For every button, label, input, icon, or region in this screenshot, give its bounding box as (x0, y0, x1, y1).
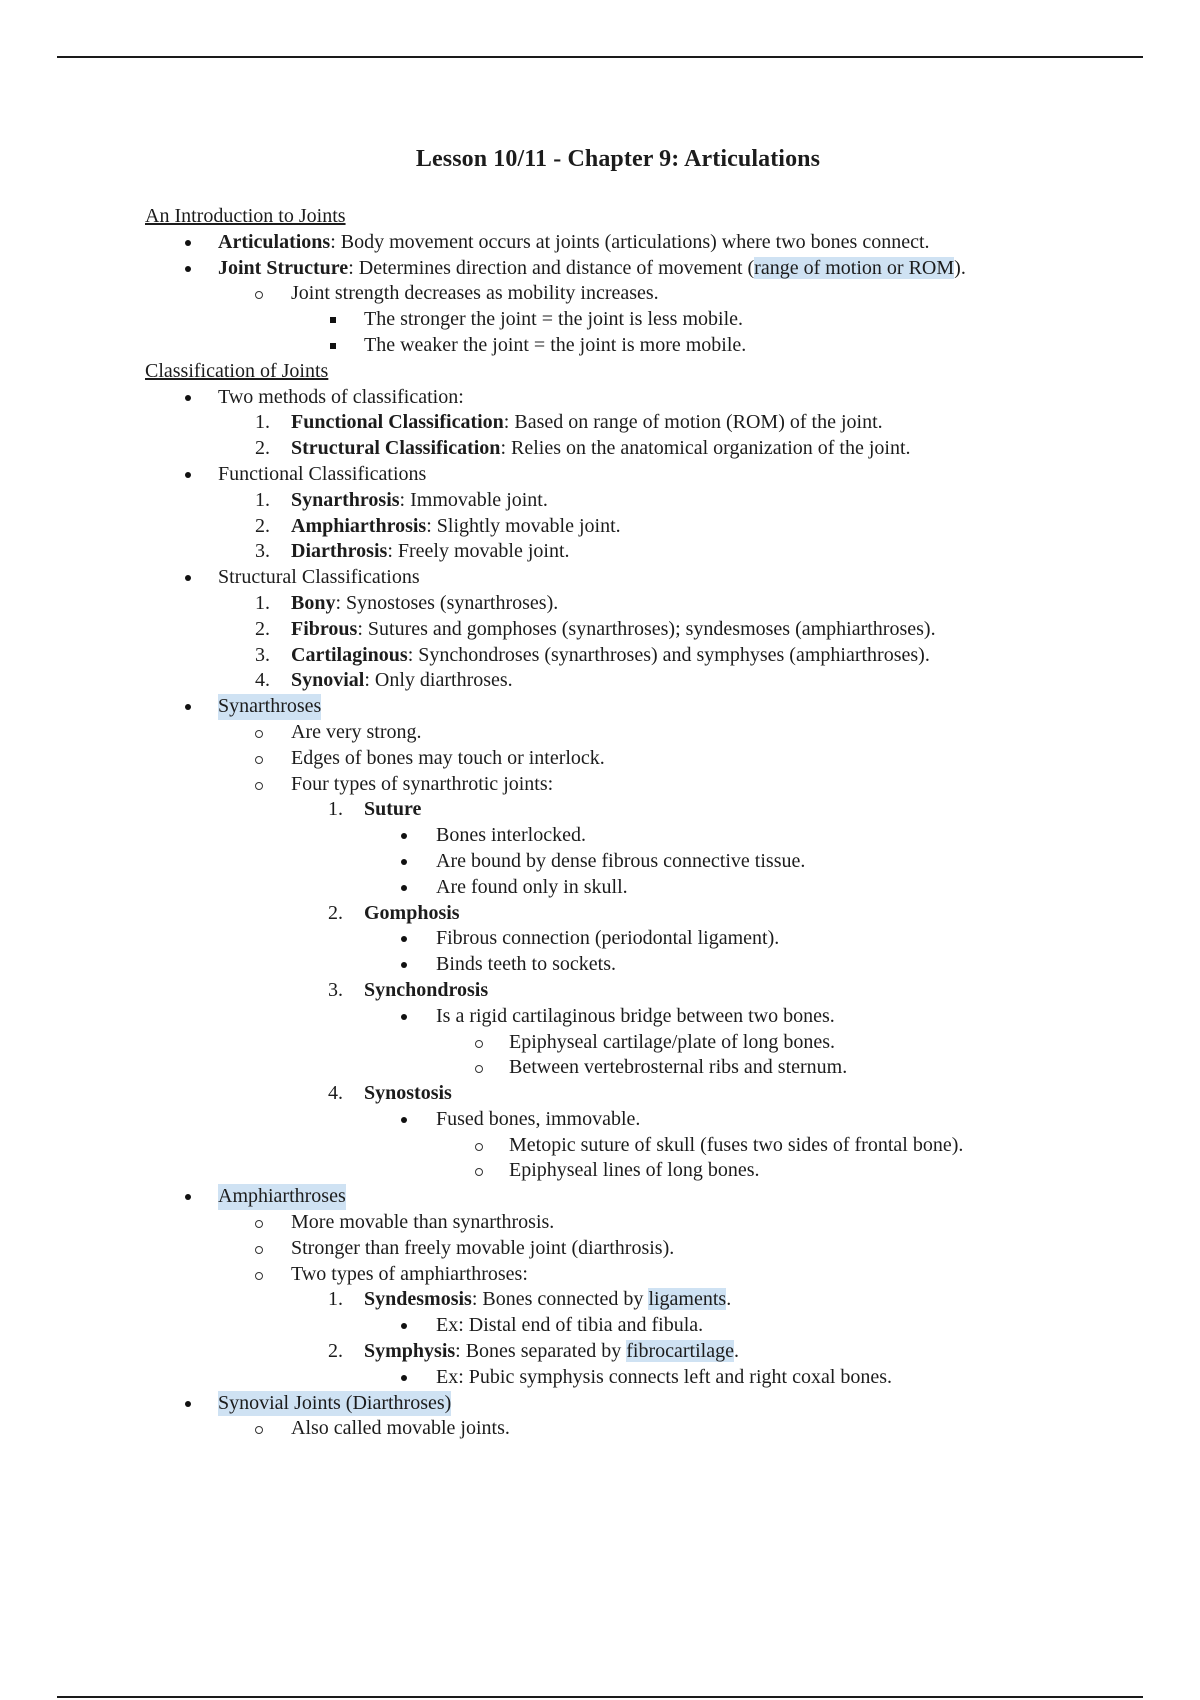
section-heading: An Introduction to Joints (145, 205, 346, 227)
circle-bullet-icon (255, 730, 263, 738)
highlight: range of motion or ROM (754, 256, 955, 279)
list-item: Are found only in skull. (145, 875, 1145, 901)
circle-bullet-icon (255, 1272, 263, 1280)
highlight: ligaments (648, 1288, 727, 1311)
list-item: 3. Diarthrosis: Freely movable joint. (255, 540, 570, 563)
list-item: Two methods of classification: (145, 385, 1145, 411)
bullet-icon (185, 266, 191, 272)
bullet-icon (401, 936, 407, 942)
list-item: 3. Synchondrosis (328, 978, 489, 1001)
list-item: Joint Structure: Determines direction and distance of movement (range of motion or ROM). (145, 256, 1145, 282)
list-item: Ex: Pubic symphysis connects left and right coxal bones. (145, 1365, 1145, 1391)
list-item: Functional Classifications (145, 462, 1145, 488)
bullet-icon (185, 1401, 191, 1407)
circle-bullet-icon (255, 1246, 263, 1254)
highlight: fibrocartilage (626, 1340, 734, 1363)
square-bullet-icon (330, 343, 336, 349)
list-item: 1. Suture (328, 798, 422, 821)
list-item: 1. Functional Classification: Based on range of motion (ROM) of the joint. (255, 411, 883, 434)
list-item: Are bound by dense fibrous connective tissue. (145, 849, 1145, 875)
bullet-icon (185, 1194, 191, 1200)
highlight: Synarthroses (218, 694, 321, 720)
list-item: Are very strong. (145, 720, 1145, 746)
document-body (145, 204, 1145, 1442)
circle-bullet-icon (255, 782, 263, 790)
list-item: 2. Symphysis: Bones separated by fibrocartilage. (328, 1340, 739, 1363)
list-item (145, 1184, 1145, 1210)
circle-bullet-icon (475, 1040, 483, 1048)
bullet-icon (401, 1375, 407, 1381)
bullet-icon (185, 395, 191, 401)
circle-bullet-icon (255, 1220, 263, 1228)
bullet-icon (401, 1014, 407, 1020)
circle-bullet-icon (475, 1168, 483, 1176)
list-item: 1. Synarthrosis: Immovable joint. (255, 488, 548, 511)
list-item: Between vertebrosternal ribs and sternum. (145, 1055, 1145, 1081)
top-rule (57, 56, 1143, 58)
bottom-rule (57, 1696, 1143, 1698)
list-item: Structural Classifications (145, 565, 1145, 591)
page-title: Lesson 10/11 - Chapter 9: Articulations (415, 146, 821, 172)
list-item: Stronger than freely movable joint (diarthrosis). (145, 1236, 1145, 1262)
bullet-icon (401, 1323, 407, 1329)
list-item: 1. Syndesmosis: Bones connected by ligaments. (328, 1288, 732, 1311)
list-item: Binds teeth to sockets. (145, 952, 1145, 978)
circle-bullet-icon (475, 1065, 483, 1073)
list-item: Two types of amphiarthroses: (145, 1262, 1145, 1288)
list-item: 4. Synostosis (328, 1082, 452, 1105)
circle-bullet-icon (255, 756, 263, 764)
list-item: 2. Structural Classification: Relies on the anatomical organization of the joint. (255, 437, 911, 460)
list-item: More movable than synarthrosis. (145, 1210, 1145, 1236)
list-item: Joint strength decreases as mobility increases. (145, 281, 1145, 307)
bullet-icon (401, 962, 407, 968)
list-item (145, 694, 1145, 720)
list-item: 2. Fibrous: Sutures and gomphoses (synarthroses); syndesmoses (amphiarthroses). (255, 617, 936, 640)
list-item: Ex: Distal end of tibia and fibula. (145, 1313, 1145, 1339)
bullet-icon (185, 240, 191, 246)
bullet-icon (401, 1117, 407, 1123)
circle-bullet-icon (255, 1426, 263, 1434)
list-item: Epiphyseal cartilage/plate of long bones. (145, 1030, 1145, 1056)
list-item: Epiphyseal lines of long bones. (145, 1158, 1145, 1184)
list-item: 2. Amphiarthrosis: Slightly movable joint. (255, 514, 621, 537)
section-heading: Classification of Joints (145, 359, 329, 382)
list-item: The stronger the joint = the joint is less mobile. (145, 307, 1145, 333)
list-item: Metopic suture of skull (fuses two sides of frontal bone). (145, 1133, 1145, 1159)
list-item: 4. Synovial: Only diarthroses. (255, 669, 513, 692)
list-item (145, 1391, 1145, 1417)
list-item: Articulations: Body movement occurs at joints (articulations) where two bones connect. (145, 230, 1145, 256)
list-item: Also called movable joints. (145, 1416, 1145, 1442)
list-item: Fibrous connection (periodontal ligament). (145, 926, 1145, 952)
list-item: Is a rigid cartilaginous bridge between two bones. (145, 1004, 1145, 1030)
list-item: 2. Gomphosis (328, 901, 460, 924)
list-item: 1. Bony: Synostoses (synarthroses). (255, 591, 559, 614)
circle-bullet-icon (255, 291, 263, 299)
bullet-icon (185, 704, 191, 710)
list-item: Bones interlocked. (145, 823, 1145, 849)
list-item: 3. Cartilaginous: Synchondroses (synarthroses) and symphyses (amphiarthroses). (255, 643, 930, 666)
square-bullet-icon (330, 317, 336, 323)
highlight: Synovial Joints (Diarthroses) (218, 1391, 451, 1417)
bullet-icon (401, 859, 407, 865)
bullet-icon (185, 472, 191, 478)
bullet-icon (401, 833, 407, 839)
list-item: Edges of bones may touch or interlock. (145, 746, 1145, 772)
highlight: Amphiarthroses (218, 1184, 346, 1210)
list-item: Fused bones, immovable. (145, 1107, 1145, 1133)
circle-bullet-icon (475, 1143, 483, 1151)
list-item: The weaker the joint = the joint is more mobile. (145, 333, 1145, 359)
list-item: Four types of synarthrotic joints: (145, 772, 1145, 798)
bullet-icon (401, 885, 407, 891)
bullet-icon (185, 575, 191, 581)
